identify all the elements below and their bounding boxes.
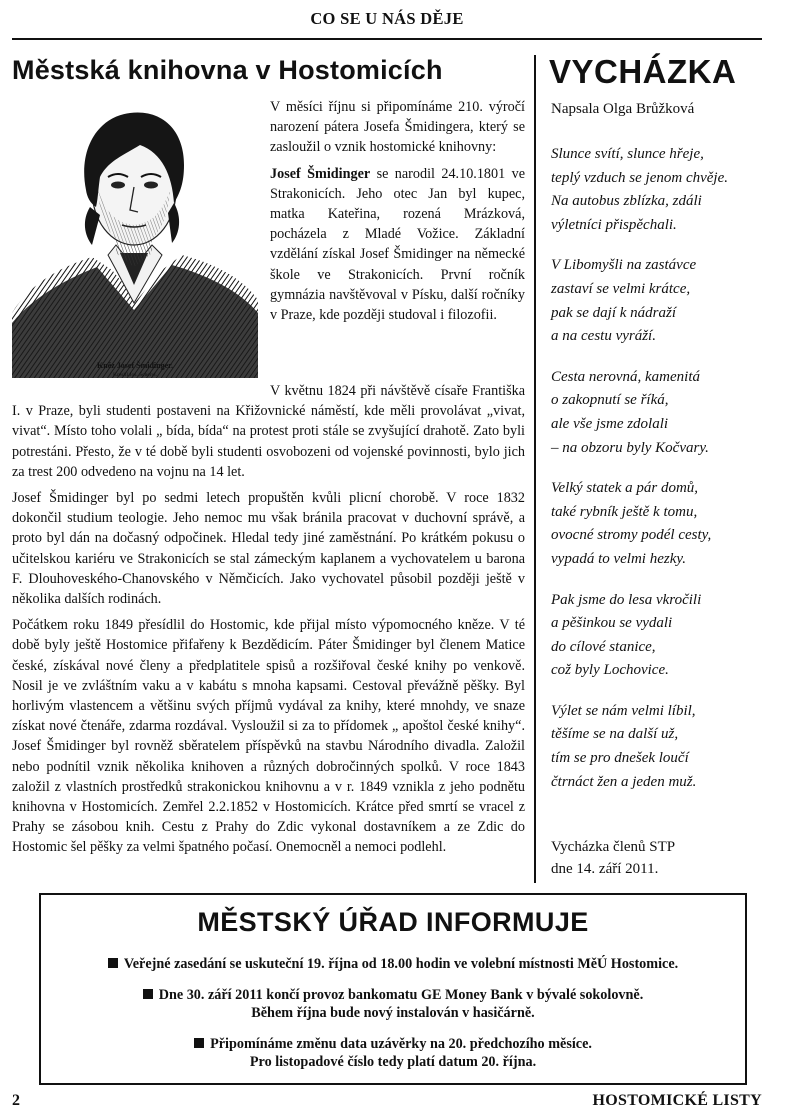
poem-line: ovocné stromy podél cesty,: [551, 527, 712, 544]
article-intro: [270, 97, 525, 331]
biography-paragraph: [270, 164, 525, 326]
column-divider: [534, 55, 536, 883]
portrait-engraving: [12, 95, 258, 378]
poem-line: Cesta nerovná, kamenitá: [551, 368, 700, 385]
poem-line: Velký statek a pár domů,: [551, 480, 699, 497]
notice-text: Dne 30. září 2011 končí provoz bankomatu GE Money Bank v bývalé sokolovně.: [158, 986, 644, 1003]
portrait-image: [12, 95, 258, 378]
poem-body: [551, 143, 776, 811]
signature-line: Vycházka členů STP: [551, 839, 676, 855]
poem-line: tím se pro dnešek loučí: [551, 750, 689, 767]
article-paragraph: Josef Šmidinger byl po sedmi letech propuštěn kvůli plicní chorobě. V roce 1832 dokončil studium teologie. Jeho nemoc mu však bránila pracovat v duchovní správě, a proto byl dán na dočasný odpočinek. Hledal tedy jiné zaměstnání. Po krátkém pokusu o učitelskou kariéru ve Strakonicích se stal zámeckým kaplanem a vychovatelem u barona F. Dlouhoveského-Chanovského v Němčicích. Jako vychovatel působil později ještě v několika dalších rodinách.: [12, 490, 525, 608]
portrait-caption: Kněz Josef Šmidinger.: [97, 361, 173, 370]
poem-line: výletníci přispěchali.: [551, 216, 677, 233]
poem-stanza: [551, 477, 776, 571]
square-bullet-icon: [194, 1038, 204, 1048]
notice-text: Připomínáme změnu data uzávěrky na 20. předchozího měsíce.: [210, 1035, 592, 1052]
publication-name: HOSTOMICKÉ LISTY: [592, 1092, 762, 1109]
notice-title: MĚSTSKÝ ÚŘAD INFORMUJE: [197, 907, 589, 937]
page-number: 2: [12, 1092, 20, 1109]
biography-text: se narodil 24.10.1801 ve Strakonicích. Jeho otec Jan byl kupec, matka Kateřina, rozená Mrázková, pocházela z Mladé Vožice. Základní vzdělání získal Josef Šmidinger na německé škole ve Strakonicích. První ročník gymnázia navštěvoval v Písku, další ročníky v Praze, kde později studoval i filozofii.: [270, 165, 525, 324]
poem-line: pak se dají k nádraží: [551, 304, 676, 321]
poem-line: ale vše jsme zdolali: [551, 415, 669, 432]
poem-line: zastaví se velmi krátce,: [551, 280, 691, 297]
poem-line: teplý vzduch se jenom chvěje.: [551, 169, 729, 186]
square-bullet-icon: [108, 958, 118, 968]
poem-line: Výlet se nám velmi líbil,: [551, 702, 696, 719]
poem-line: – na obzoru byly Kočvary.: [551, 439, 709, 456]
poem-stanza: [551, 143, 776, 237]
portrait-credit: Kreslil Jos. Scheivl.: [113, 372, 157, 378]
poem-line: také rybník ještě k tomu,: [551, 503, 698, 520]
poem-title: VYCHÁZKA: [549, 53, 737, 90]
article-paragraph: V květnu 1824 při návštěvě císaře Františka I. v Praze, byli studenti postaveni na Křižovnické náměstí, kde měli provolávat „vivat, vivat“. Místo toho volali „ bída, bída“ na protest proti stále se zvyšující drahotě. Zato byli potrestáni. Přesto, že v té době byli studenti osvobozeni od vojenské povinnosti, bylo jich za trest 200 odvedeno na vojnu na 14 let.: [12, 383, 525, 480]
notice-item: [41, 986, 745, 1023]
section-header: [12, 0, 762, 40]
poem-stanza: [551, 700, 776, 794]
poem-line: Pak jsme do lesa vkročili: [551, 591, 702, 608]
poem-author: Napsala Olga Brůžková: [551, 101, 695, 117]
article-title: Městská knihovna v Hostomicích: [12, 55, 443, 85]
notice-text: Pro listopadové číslo tedy platí datum 20. října.: [249, 1054, 537, 1071]
intro-paragraph: V měsíci říjnu si připomínáme 210. výročí narození pátera Josefa Šmidingera, který se zasloužil o vznik hostomické knihovny:: [270, 99, 525, 156]
article-body: [12, 381, 525, 864]
poem-line: do cílové stanice,: [551, 638, 656, 655]
poem-stanza: [551, 366, 776, 460]
square-bullet-icon: [143, 989, 153, 999]
poem-signature: [551, 836, 675, 880]
poem-stanza: [551, 254, 776, 348]
notice-text: Během října bude nový instalován v hasičárně.: [251, 1005, 535, 1022]
poem-line: což byly Lochovice.: [551, 662, 669, 679]
section-title: CO SE U NÁS DĚJE: [310, 9, 464, 28]
notice-item: [41, 955, 745, 974]
notice-box: [39, 893, 747, 1085]
poem-line: o zakopnutí se říká,: [551, 392, 669, 409]
poem-stanza: [551, 589, 776, 683]
poem-line: vypadá to velmi hezky.: [551, 550, 686, 567]
poem-line: a pěšinkou se vydali: [551, 615, 673, 632]
poem-line: V Libomyšli na zastávce: [551, 257, 697, 274]
poem-line: Na autobus zblízka, zdáli: [551, 193, 702, 210]
poem-line: čtrnáct žen a jeden muž.: [551, 773, 697, 790]
poem-line: Slunce svítí, slunce hřeje,: [551, 146, 704, 162]
notice-list: [41, 955, 745, 1084]
signature-line: dne 14. září 2011.: [551, 861, 659, 877]
subject-name: Josef Šmidinger: [270, 165, 371, 182]
poem-line: těšíme se na další už,: [551, 726, 679, 743]
notice-item: [41, 1035, 745, 1072]
article-paragraph: Počátkem roku 1849 přesídlil do Hostomic, kde přijal místo výpomocného kněze. V té době byly ještě Hostomice přifařeny k Bezdědicím. Páter Šmidinger byl členem Matice české, získával nové členy a předplatitele spisů a rozšiřoval české knihy po venkově. Nosil je ve zvláštním vaku a v kabátu s mnoha kapsami. Cestoval převážně pěšky. Byl horlivým vlastencem a většinu svých příjmů vydával za knihy, které mnohdy, ve snaze získat nové čtenáře, zdarma rozdával. Vysloužil si za to přídomek „ apoštol české knihy“. Josef Šmidinger byl rovněž sběratelem příspěvků na stavbu Národního divadla. Založil nebo podnítil vznik několika knihoven a různých dobročinných spolků. V roce 1843 založil z vlastních prostředků strakonickou knihovnu a v r. 1849 vznikla z jeho podnětu knihovna v Hostomicích. Zemřel 2.2.1852 v Hostomicích. Krátce před smrtí se vracel z Prahy se zásobou knih. Cestu z Prahy do Zdic vykonal dostavníkem a ze Zdic do Hostomic šel pěšky za velmi špatného počasí. Onemocněl a nemoci podlehl.: [12, 617, 525, 856]
notice-text: Veřejné zasedání se uskuteční 19. října od 18.00 hodin ve volební místnosti MěÚ Hostomice.: [123, 956, 679, 972]
poem-line: a na cestu vyráží.: [551, 328, 656, 345]
